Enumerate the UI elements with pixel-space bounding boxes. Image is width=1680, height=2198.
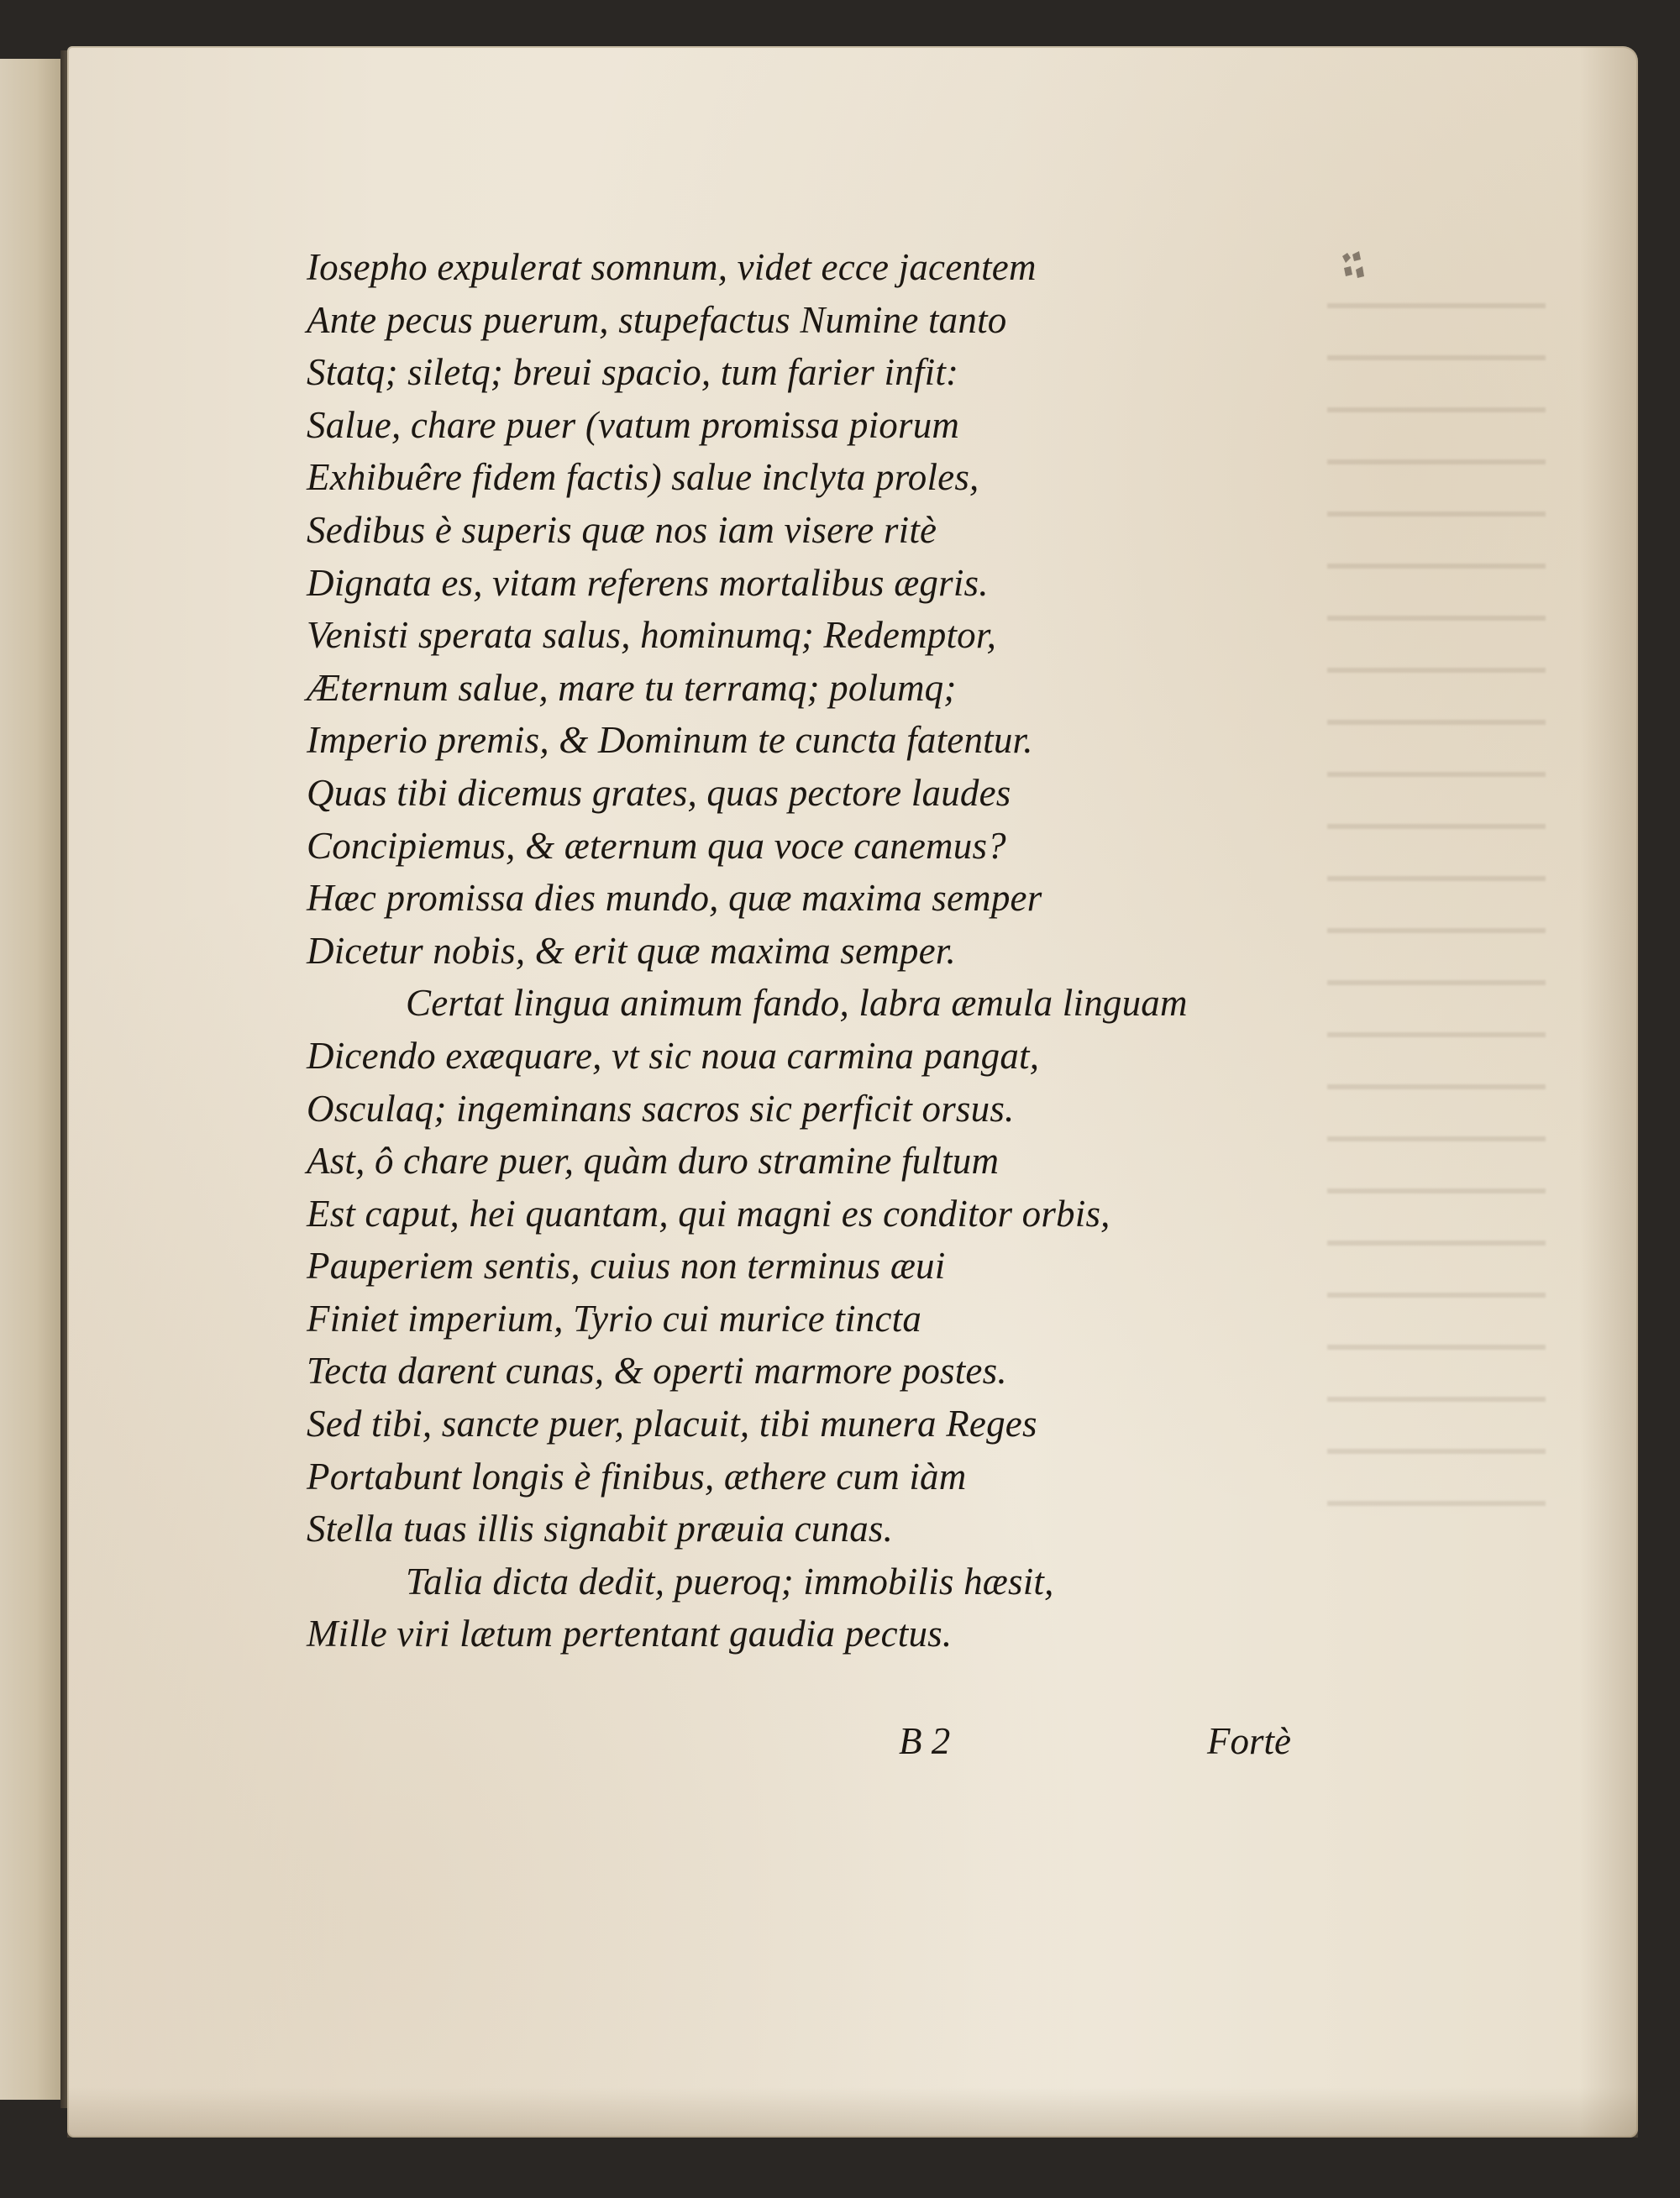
facing-page-edge [0,59,63,2100]
verse-line: Ast, ô chare puer, quàm duro stramine fultum [307,1140,1000,1183]
verse-line: Certat lingua animum fando, labra æmula linguam [406,982,1188,1025]
verse-line: Quas tibi dicemus grates, quas pectore laudes [307,771,1011,814]
verse-line: Sed tibi, sancte puer, placuit, tibi munera Reges [307,1403,1037,1445]
verse-line: Dicetur nobis, & erit quæ maxima semper. [307,929,956,972]
page-bottom-shadow [67,2087,1638,2138]
verse-text-block [307,241,1382,1660]
signature-mark: B 2 [899,1720,951,1762]
verse-line: Dicendo exæquare, vt sic noua carmina pangat, [307,1034,1040,1077]
verse-line: Exhibuêre fidem factis) salue inclyta proles, [307,456,979,499]
verse-line: Æternum salue, mare tu terramq; polumq; [307,666,957,709]
verse-line: Mille viri lætum pertentant gaudia pectus. [307,1613,953,1655]
verse-line: Statq; siletq; breui spacio, tum farier infit: [307,351,959,394]
verse-line: Sedibus è superis quæ nos iam visere ritè [307,508,937,551]
verse-line: Dignata es, vitam referens mortalibus ægris. [307,561,989,604]
verse-line: Stella tuas illis signabit præuia cunas. [307,1508,894,1550]
verse-line: Pauperiem sentis, cuius non terminus æui [307,1245,946,1288]
verse-line: Tecta darent cunas, & operti marmore postes. [307,1350,1007,1393]
verse-line: Salue, chare puer (vatum promissa piorum [307,403,960,446]
catchword: Fortè [1207,1720,1291,1762]
verse-line: Portabunt longis è finibus, æthere cum iàm [307,1455,967,1498]
verse-line: Iosepho expulerat somnum, videt ecce jacentem [307,246,1037,288]
verse-line: Imperio premis, & Dominum te cuncta fatentur. [307,719,1033,762]
book-page [67,46,1638,2138]
verse-line: Venisti sperata salus, hominumq; Redemptor, [307,614,997,657]
verse-line: Ante pecus puerum, stupefactus Numine tanto [307,298,1007,341]
page-footer [307,1719,1315,1778]
verse-line: Finiet imperium, Tyrio cui murice tincta [307,1297,922,1340]
verse-line: Est caput, hei quantam, qui magni es conditor orbis, [307,1192,1110,1235]
verse-line: Concipiemus, & æternum qua voce canemus? [307,824,1006,867]
verse-line: Hæc promissa dies mundo, quæ maxima semper [307,877,1042,920]
verse-line: Osculaq; ingeminans sacros sic perficit orsus. [307,1087,1015,1130]
verse-line: Talia dicta dedit, pueroq; immobilis hæsit, [406,1560,1054,1603]
